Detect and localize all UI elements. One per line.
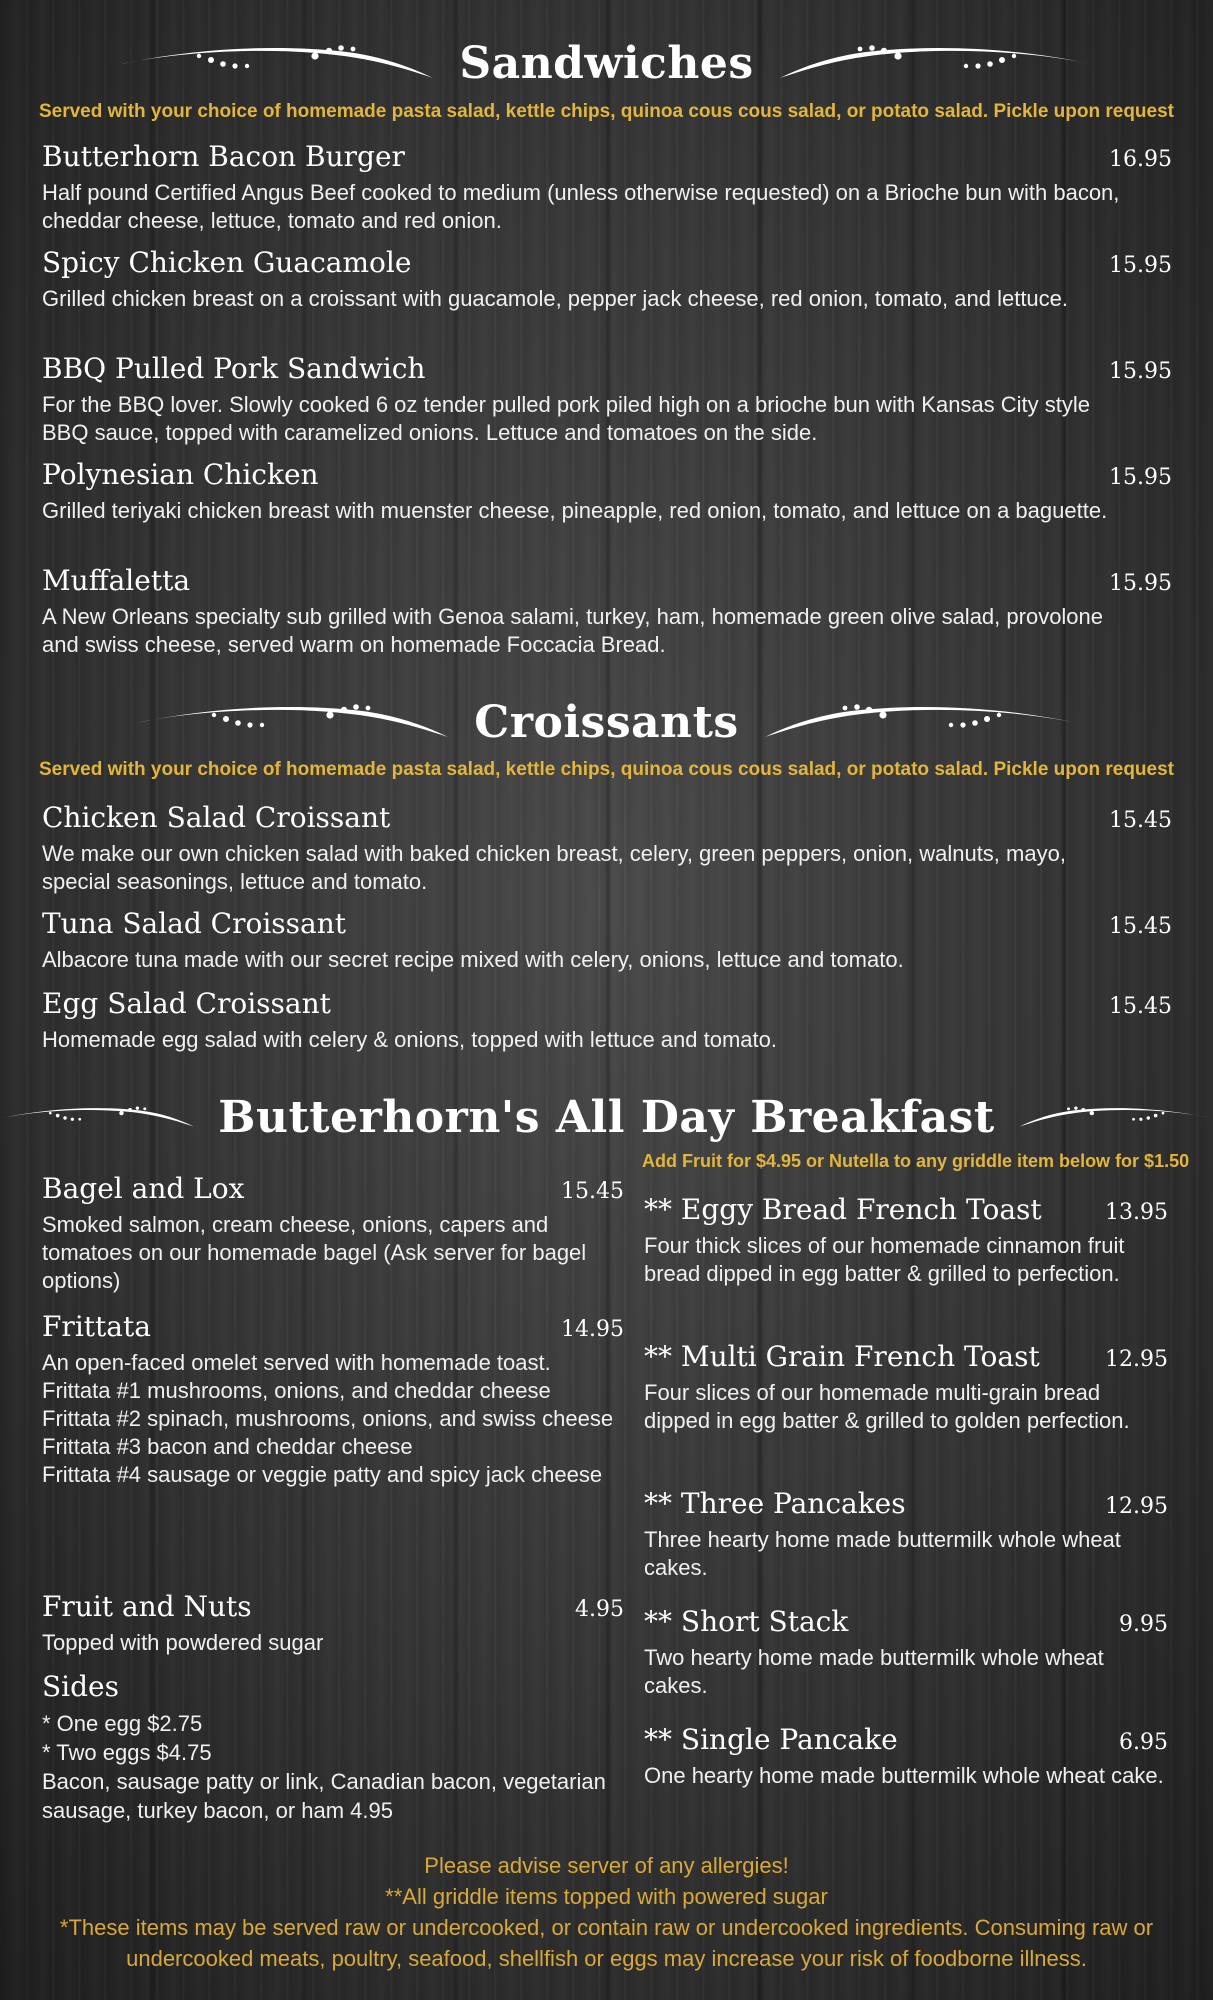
frittata-line: Frittata #1 mushrooms, onions, and cheddar cheese: [42, 1378, 551, 1403]
item-name: Frittata: [42, 1310, 151, 1343]
frittata-line: Frittata #2 spinach, mushrooms, onions, and swiss cheese: [42, 1406, 614, 1431]
item-description: [42, 1349, 624, 1489]
menu-item: [42, 987, 1172, 1054]
menu-item: [42, 140, 1172, 235]
sides-line: Bacon, sausage patty or link, Canadian bacon, vegetarian sausage, turkey bacon, or ham 4.95: [42, 1769, 606, 1823]
item-price: 16.95: [1109, 147, 1172, 172]
item-price: 15.95: [1109, 253, 1172, 278]
menu-item: [42, 1172, 624, 1295]
croissants-subtitle: Served with your choice of homemade pasta salad, kettle chips, quinoa cous cous salad, or potato salad. Pickle upon request: [38, 759, 1175, 780]
croissants-title: Croissants: [474, 697, 739, 748]
fruit-nutella-note: Add Fruit for $4.95 or Nutella to any griddle item below for $1.50: [642, 1151, 1190, 1171]
menu-item: [42, 352, 1172, 447]
item-price: 12.95: [1105, 1494, 1168, 1519]
item-description: Homemade egg salad with celery & onions, topped with lettuce and tomato.: [42, 1027, 777, 1052]
sides-list: [42, 1709, 624, 1825]
item-name: Muffaletta: [42, 564, 191, 597]
flourish-right-icon: [761, 703, 1081, 743]
item-name: ** Three Pancakes: [644, 1487, 906, 1520]
item-description: Four thick slices of our homemade cinnamon fruit bread dipped in egg batter & grilled to perfection.: [644, 1233, 1125, 1286]
item-description: Smoked salmon, cream cheese, onions, capers and tomatoes on our homemade bagel (Ask server for bagel options): [42, 1212, 587, 1293]
item-description: Four slices of our homemade multi-grain bread dipped in egg batter & grilled to golden perfection.: [644, 1380, 1130, 1433]
item-description: Grilled chicken breast on a croissant with guacamole, pepper jack cheese, red onion, tomato, and lettuce.: [42, 286, 1069, 311]
breakfast-header: [0, 1092, 1213, 1143]
menu-item: [42, 458, 1172, 525]
item-name: Chicken Salad Croissant: [42, 801, 391, 834]
sides-line: * Two eggs $4.75: [42, 1740, 212, 1765]
menu-item: [644, 1340, 1168, 1435]
flourish-left-icon: [0, 1098, 196, 1138]
item-price: 15.45: [1109, 914, 1172, 939]
breakfast-title: Butterhorn's All Day Breakfast: [218, 1092, 995, 1143]
item-name: Bagel and Lox: [42, 1172, 245, 1205]
item-name: Tuna Salad Croissant: [42, 907, 347, 940]
item-description: Topped with powdered sugar: [42, 1630, 324, 1655]
menu-item: [644, 1193, 1168, 1288]
menu-item: [42, 246, 1172, 313]
item-name: Spicy Chicken Guacamole: [42, 246, 412, 279]
item-name: Polynesian Chicken: [42, 458, 319, 491]
item-description: Grilled teriyaki chicken breast with muenster cheese, pineapple, red onion, tomato, and lettuce on a baguette.: [42, 498, 1108, 523]
sides-title: Sides: [42, 1670, 119, 1703]
item-name: Egg Salad Croissant: [42, 987, 331, 1020]
sandwiches-subtitle: Served with your choice of homemade pasta salad, kettle chips, quinoa cous cous salad, or potato salad. Pickle upon request: [38, 101, 1175, 122]
flourish-right-icon: [776, 44, 1096, 84]
flourish-right-icon: [1017, 1098, 1213, 1138]
sandwiches-header: [0, 38, 1213, 89]
item-description: One hearty home made buttermilk whole wheat cake.: [644, 1763, 1164, 1788]
item-description: Two hearty home made buttermilk whole wheat cakes.: [644, 1645, 1104, 1698]
item-price: 14.95: [561, 1317, 624, 1342]
item-name: Fruit and Nuts: [42, 1590, 252, 1623]
item-price: 4.95: [575, 1597, 624, 1622]
sides-section: [42, 1670, 624, 1825]
item-price: 15.45: [561, 1179, 624, 1204]
item-description: For the BBQ lover. Slowly cooked 6 oz tender pulled pork piled high on a brioche bun with Kansas City style BBQ sauce, topped with caramelized onions. Lettuce and tomatoes on the side.: [42, 392, 1091, 445]
menu-item: [42, 564, 1172, 659]
item-price: 6.95: [1119, 1730, 1168, 1755]
item-price: 15.45: [1109, 994, 1172, 1019]
footer-notes: [30, 1850, 1183, 1974]
menu-item: [42, 1310, 624, 1489]
item-description: Half pound Certified Angus Beef cooked to medium (unless otherwise requested) on a Brioche bun with bacon, cheddar cheese, lettuce, tomato and red onion.: [42, 180, 1120, 233]
item-name: ** Multi Grain French Toast: [644, 1340, 1040, 1373]
sides-line: * One egg $2.75: [42, 1711, 203, 1736]
allergy-notice: Please advise server of any allergies!: [424, 1853, 789, 1878]
frittata-line: Frittata #3 bacon and cheddar cheese: [42, 1434, 413, 1459]
flourish-left-icon: [117, 44, 437, 84]
item-name: ** Single Pancake: [644, 1723, 898, 1756]
flourish-left-icon: [132, 703, 452, 743]
item-name: ** Eggy Bread French Toast: [644, 1193, 1042, 1226]
menu-item: [42, 1590, 624, 1657]
item-price: 15.95: [1109, 359, 1172, 384]
item-price: 15.95: [1109, 465, 1172, 490]
menu-item: [644, 1723, 1168, 1790]
menu-item: [644, 1605, 1168, 1700]
raw-food-warning: *These items may be served raw or undercooked, or contain raw or undercooked ingredients. Consuming raw or undercooked meats, poultry, seafood, shellfish or eggs may increase your risk of foodborne illness.: [59, 1915, 1154, 1971]
item-description: We make our own chicken salad with baked chicken breast, celery, green peppers, onion, walnuts, mayo, special seasonings, lettuce and tomato.: [42, 841, 1066, 894]
item-name: BBQ Pulled Pork Sandwich: [42, 352, 426, 385]
item-description: A New Orleans specialty sub grilled with Genoa salami, turkey, ham, homemade green olive salad, provolone and swiss cheese, served warm on homemade Foccacia Bread.: [42, 604, 1104, 657]
croissants-header: [0, 697, 1213, 748]
item-price: 15.45: [1109, 808, 1172, 833]
frittata-line: An open-faced omelet served with homemade toast.: [42, 1350, 551, 1375]
griddle-notice: **All griddle items topped with powered sugar: [385, 1884, 828, 1909]
frittata-line: Frittata #4 sausage or veggie patty and spicy jack cheese: [42, 1462, 603, 1487]
menu-item: [42, 907, 1172, 974]
item-name: Butterhorn Bacon Burger: [42, 140, 405, 173]
item-description: Albacore tuna made with our secret recipe mixed with celery, onions, lettuce and tomato.: [42, 947, 904, 972]
item-price: 9.95: [1119, 1612, 1168, 1637]
item-price: 15.95: [1109, 571, 1172, 596]
sandwiches-title: Sandwiches: [459, 38, 754, 89]
item-name: ** Short Stack: [644, 1605, 849, 1638]
item-price: 13.95: [1105, 1200, 1168, 1225]
item-price: 12.95: [1105, 1347, 1168, 1372]
menu-item: [644, 1487, 1168, 1582]
item-description: Three hearty home made buttermilk whole wheat cakes.: [644, 1527, 1121, 1580]
menu-item: [42, 801, 1172, 896]
